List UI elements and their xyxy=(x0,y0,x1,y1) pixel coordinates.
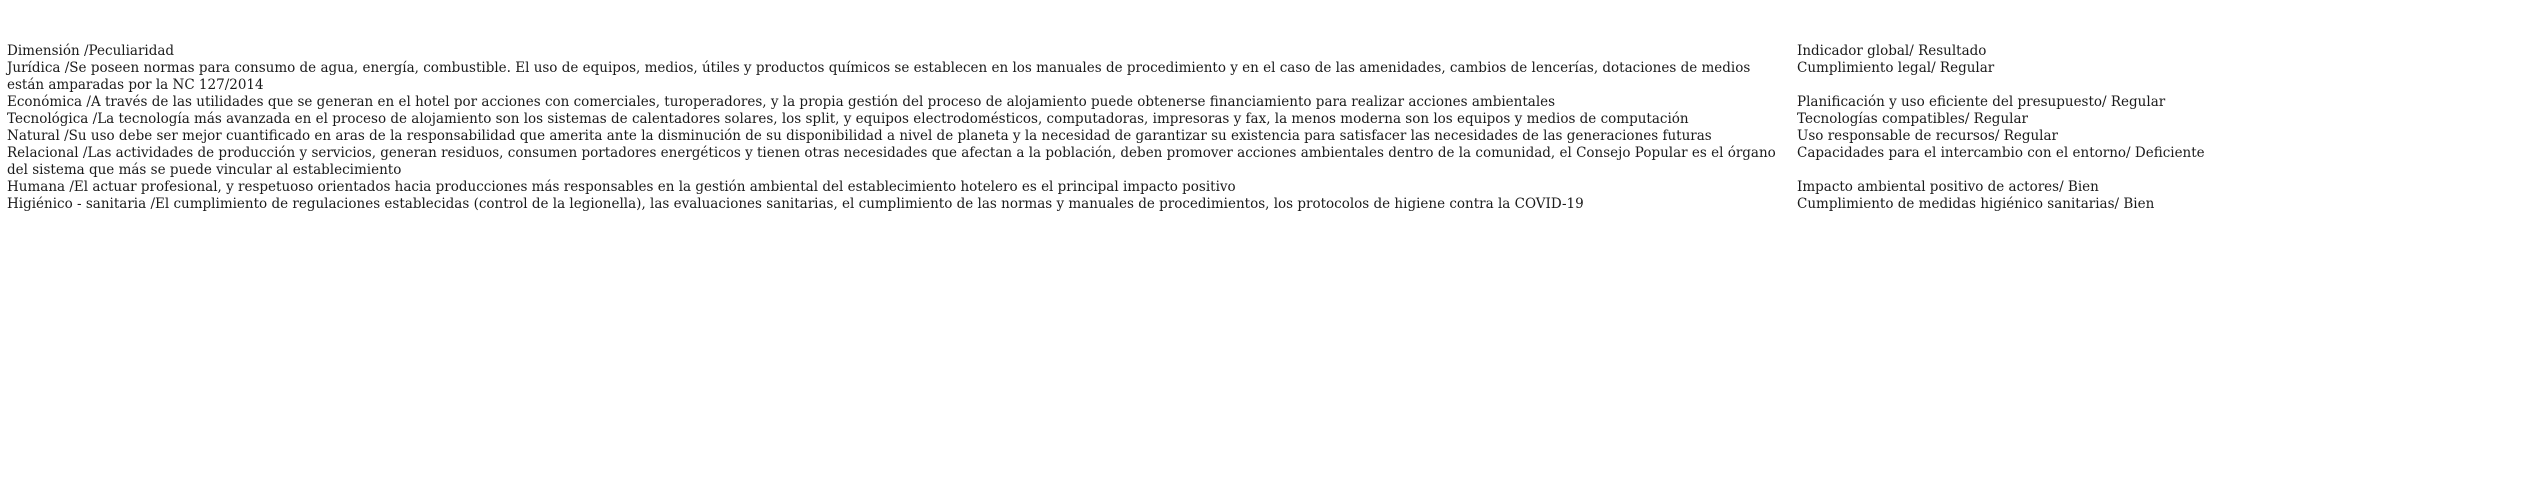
header-separator: / xyxy=(79,43,89,59)
peculiarity-text: El cumplimiento de regulaciones establecidas (control de la legionella), las evaluaciones sanitarias, el cumplimiento de las normas y manuales de procedimientos, los protocolos de higiene contra la COVID-19 xyxy=(155,196,1584,212)
indicator-name: Tecnologías compatibles xyxy=(1797,111,1965,127)
indicator-name: Capacidades para el intercambio con el entorno xyxy=(1797,145,2127,161)
separator: / xyxy=(78,145,88,161)
separator: / xyxy=(2102,94,2111,110)
dimension-peculiarity-cell xyxy=(7,179,1797,196)
peculiarity-text: La tecnología más avanzada en el proceso de alojamiento son los sistemas de calentadores solares, los split, y equipos electrodomésticos, computadoras, impresoras y fax, la menos moderna son los equipos y medios de computación xyxy=(97,111,1689,127)
header-indicator-cell xyxy=(1797,43,2207,60)
indicator-result-cell xyxy=(1797,94,2207,111)
peculiarity-text: Las actividades de producción y servicios, generan residuos, consumen portadores energéticos y tienen otras necesidades que afectan a la población, deben promover acciones ambientales dentro de la comunidad, el Consejo Popular es el órgano del sistema que más se puede vincular al establecimiento xyxy=(7,145,1776,178)
separator: / xyxy=(2114,196,2124,212)
dimension-name: Económica xyxy=(7,94,83,110)
header-dimension: Dimensión xyxy=(7,43,80,59)
separator: / xyxy=(1931,60,1940,76)
dimension-peculiarity-cell xyxy=(7,145,1797,179)
peculiarity-text: A través de las utilidades que se generan en el hotel por acciones con comerciales, turoperadores, y la propia gestión del proceso de alojamiento puede obtenerse financiamiento para realizar acciones ambientales xyxy=(90,94,1556,110)
result-value: Regular xyxy=(2003,128,2058,144)
result-value: Bien xyxy=(2067,179,2099,195)
separator: / xyxy=(59,128,69,144)
dimension-name: Natural xyxy=(7,128,60,144)
dimension-peculiarity-cell xyxy=(7,94,1797,111)
separator: / xyxy=(146,196,156,212)
indicator-name: Impacto ambiental positivo de actores xyxy=(1797,179,2060,195)
separator: / xyxy=(88,111,98,127)
indicator-name: Planificación y uso eficiente del presupuesto xyxy=(1797,94,2103,110)
table-row xyxy=(7,94,2207,111)
separator: / xyxy=(82,94,91,110)
dimension-peculiarity-cell xyxy=(7,196,1797,213)
result-value: Bien xyxy=(2123,196,2155,212)
dimension-name: Humana xyxy=(7,179,66,195)
indicator-result-cell xyxy=(1797,196,2207,213)
result-value: Regular xyxy=(1939,60,1995,76)
result-value: Deficiente xyxy=(2134,145,2205,161)
indicator-result-cell xyxy=(1797,111,2207,128)
dimension-name: Jurídica xyxy=(7,60,61,76)
table-header-row xyxy=(7,43,2207,60)
peculiarity-text: Se poseen normas para consumo de agua, energía, combustible. El uso de equipos, medios, útiles y productos químicos se establecen en los manuales de procedimiento y en el caso de las amenidades, cambios de lencerías, dotaciones de medios están amparadas por la NC 127/2014 xyxy=(7,60,1751,93)
table-body xyxy=(7,43,2207,213)
separator: / xyxy=(60,60,70,76)
indicator-name: Uso responsable de recursos xyxy=(1797,128,1995,144)
dimension-name: Higiénico - sanitaria xyxy=(7,196,147,212)
header-peculiarity: Peculiaridad xyxy=(88,43,175,59)
table-row xyxy=(7,111,2207,128)
table-row xyxy=(7,128,2207,145)
table-row xyxy=(7,60,2207,94)
header-indicator: Indicador global xyxy=(1797,43,1910,59)
table-row xyxy=(7,179,2207,196)
separator: / xyxy=(1994,128,2004,144)
dimension-peculiarity-cell xyxy=(7,60,1797,94)
indicator-result-cell xyxy=(1797,145,2207,179)
result-value: Regular xyxy=(2110,94,2166,110)
indicator-name: Cumplimiento de medidas higiénico sanitarias xyxy=(1797,196,2115,212)
dimension-peculiarity-cell xyxy=(7,128,1797,145)
header-dimension-cell xyxy=(7,43,1797,60)
dimension-name: Tecnológica xyxy=(7,111,89,127)
dimension-peculiarity-cell xyxy=(7,111,1797,128)
peculiarity-text: Su uso debe ser mejor cuantificado en aras de la responsabilidad que amerita ante la disminución de su disponibilidad a nivel de planeta y la necesidad de garantizar su existencia para satisfacer las necesidades de las generaciones futuras xyxy=(68,128,1712,144)
result-value: Regular xyxy=(1973,111,2028,127)
peculiarity-text: El actuar profesional, y respetuoso orientados hacia producciones más responsables en la gestión ambiental del establecimiento hotelero es el principal impacto positivo xyxy=(73,179,1236,195)
table-row xyxy=(7,145,2207,179)
indicator-result-cell xyxy=(1797,60,2207,94)
table-row xyxy=(7,196,2207,213)
indicator-result-cell xyxy=(1797,128,2207,145)
indicator-name: Cumplimiento legal xyxy=(1797,60,1932,76)
separator: / xyxy=(1964,111,1974,127)
dimension-name: Relacional xyxy=(7,145,79,161)
indicator-result-cell xyxy=(1797,179,2207,196)
header-separator: / xyxy=(1909,43,1919,59)
separator: / xyxy=(2126,145,2135,161)
separator: / xyxy=(65,179,74,195)
dimension-table xyxy=(7,43,2207,213)
separator: / xyxy=(2059,179,2068,195)
header-result: Resultado xyxy=(1918,43,1987,59)
